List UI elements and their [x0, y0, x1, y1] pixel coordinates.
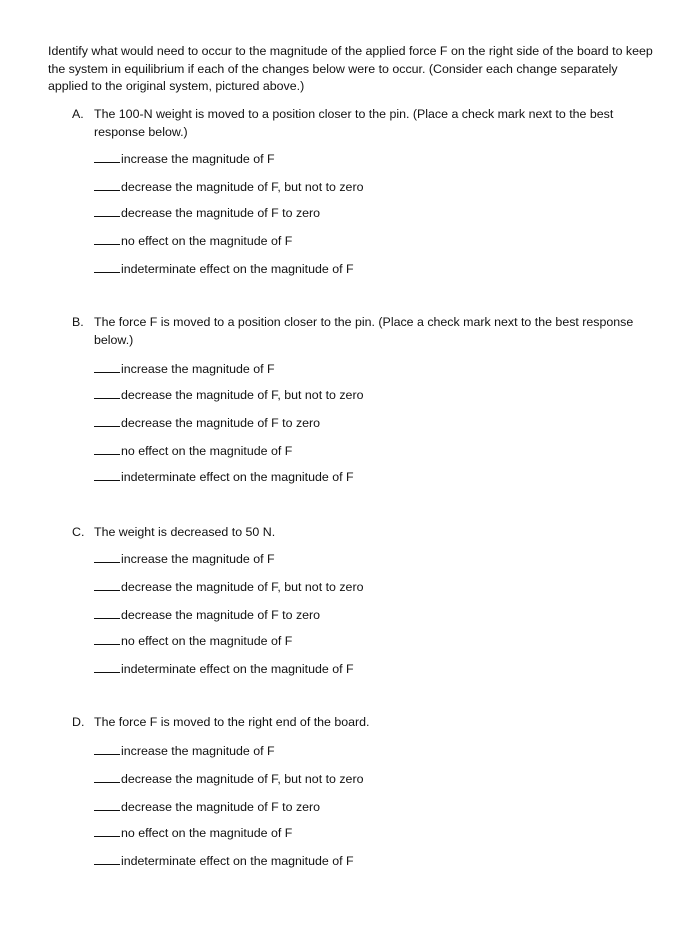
- answer-blank[interactable]: [94, 632, 120, 645]
- answer-blank[interactable]: [94, 178, 120, 191]
- answer-blank[interactable]: [94, 578, 120, 591]
- question-b-option-1[interactable]: increase the magnitude of F: [94, 360, 275, 379]
- question-d-option-4[interactable]: no effect on the magnitude of F: [94, 824, 292, 843]
- answer-blank[interactable]: [94, 660, 120, 673]
- question-b-text: The force F is moved to a position closer to the pin. (Place a check mark next to the best response below.): [94, 315, 634, 347]
- answer-blank[interactable]: [94, 414, 120, 427]
- intro-paragraph: Identify what would need to occur to the magnitude of the applied force F on the right side of the board to keep the system in equilibrium if each of the changes below were to occur. (Consider each change separately applied to the original system, pictured above.): [48, 44, 653, 93]
- question-a-text: The 100-N weight is moved to a position closer to the pin. (Place a check mark next to the best response below.): [94, 107, 614, 139]
- answer-blank[interactable]: [94, 150, 120, 163]
- question-a-option-1[interactable]: increase the magnitude of F: [94, 150, 275, 169]
- question-c-label: C.: [72, 525, 85, 539]
- question-c-option-2[interactable]: decrease the magnitude of F, but not to zero: [94, 578, 363, 597]
- question-b-label: B.: [72, 315, 84, 329]
- question-a-option-2[interactable]: decrease the magnitude of F, but not to zero: [94, 178, 363, 197]
- question-c-option-3[interactable]: decrease the magnitude of F to zero: [94, 606, 320, 625]
- question-d-option-5[interactable]: indeterminate effect on the magnitude of F: [94, 852, 354, 871]
- question-a-label: A.: [72, 107, 84, 121]
- question-b-option-5[interactable]: indeterminate effect on the magnitude of F: [94, 468, 354, 487]
- answer-blank[interactable]: [94, 360, 120, 373]
- question-d-text: The force F is moved to the right end of the board.: [94, 715, 370, 729]
- answer-blank[interactable]: [94, 798, 120, 811]
- question-d-option-1[interactable]: increase the magnitude of F: [94, 742, 275, 761]
- answer-blank[interactable]: [94, 232, 120, 245]
- answer-blank[interactable]: [94, 386, 120, 399]
- answer-blank[interactable]: [94, 468, 120, 481]
- question-d-label: D.: [72, 715, 85, 729]
- question-b-option-3[interactable]: decrease the magnitude of F to zero: [94, 414, 320, 433]
- answer-blank[interactable]: [94, 742, 120, 755]
- question-a-option-3[interactable]: decrease the magnitude of F to zero: [94, 204, 320, 223]
- answer-blank[interactable]: [94, 824, 120, 837]
- answer-blank[interactable]: [94, 606, 120, 619]
- question-b-option-4[interactable]: no effect on the magnitude of F: [94, 442, 292, 461]
- answer-blank[interactable]: [94, 852, 120, 865]
- question-c-text: The weight is decreased to 50 N.: [94, 525, 276, 539]
- answer-blank[interactable]: [94, 770, 120, 783]
- question-d-option-3[interactable]: decrease the magnitude of F to zero: [94, 798, 320, 817]
- answer-blank[interactable]: [94, 550, 120, 563]
- answer-blank[interactable]: [94, 204, 120, 217]
- question-a-option-4[interactable]: no effect on the magnitude of F: [94, 232, 292, 251]
- answer-blank[interactable]: [94, 260, 120, 273]
- question-c-option-1[interactable]: increase the magnitude of F: [94, 550, 275, 569]
- question-c-option-4[interactable]: no effect on the magnitude of F: [94, 632, 292, 651]
- question-c-option-5[interactable]: indeterminate effect on the magnitude of F: [94, 660, 354, 679]
- question-d-option-2[interactable]: decrease the magnitude of F, but not to zero: [94, 770, 363, 789]
- question-a-option-5[interactable]: indeterminate effect on the magnitude of F: [94, 260, 354, 279]
- question-b-option-2[interactable]: decrease the magnitude of F, but not to zero: [94, 386, 363, 405]
- answer-blank[interactable]: [94, 442, 120, 455]
